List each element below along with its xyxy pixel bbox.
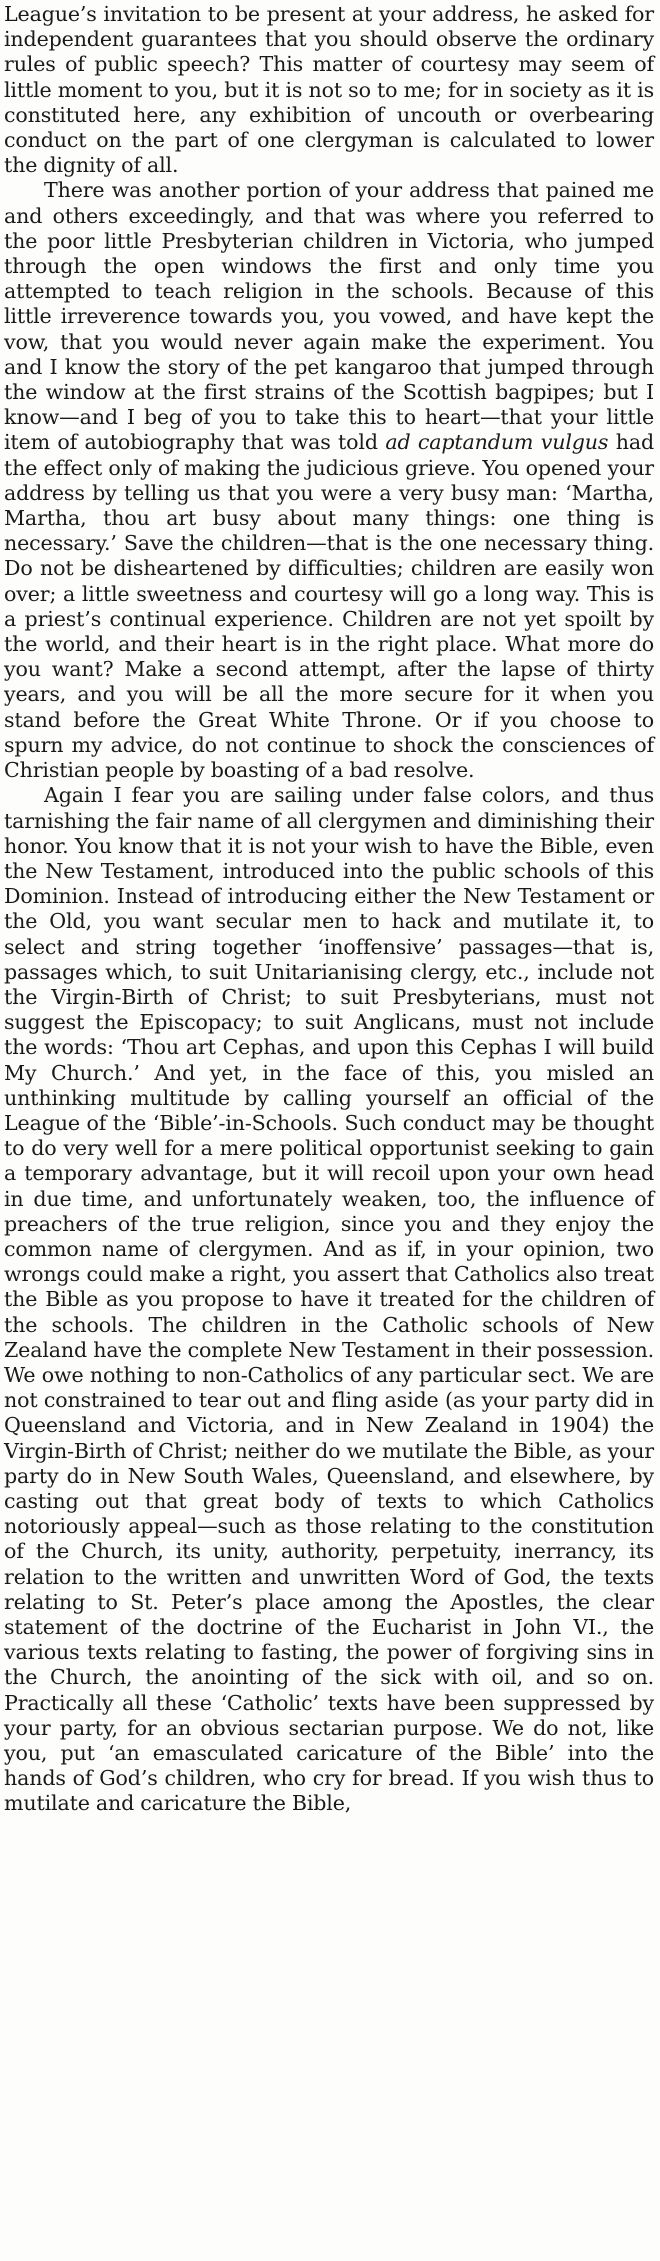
paragraph-text: Again I fear you are sailing under false colors, and thus tarnishing the fair name of all clergymen and diminishing their honor. You know that it is not your wish to have the Bible, even the New Testament, introduced into the public schools of this Dominion. Instead of introducing either the New Testament or the Old, you want secular men to hack and mutilate it, to select and string together ‘inoffensive’ passages—that is, passages which, to suit Unitarianising clergy, etc., include not the Virgin-Birth of Christ; to suit Presbyterians, must not suggest the Episcopacy; to suit Anglicans, must not include the words: ‘Thou art Cephas, and upon this Cephas I will build My Church.’ And yet, in the face of this, you misled an unthinking multitude by calling yourself an official of the League of the ‘Bible’-in-Schools. Such conduct may be thought to do very well for a mere political opportunist seeking to gain a temporary advantage, but it will recoil upon your own head in due time, and unfortunately weaken, too, the influence of preachers of the true religion, since you and they enjoy the common name of clergymen. And as if, in your opinion, two wrongs could make a right, you assert that Catholics also treat the Bible as you propose to have it treated for the children of the schools. The children in the Catholic schools of New Zealand have the complete New Testament in their possession. We owe nothing to non-Catholics of any particular sect. We are not constrained to tear out and fling aside (as your party did in Queensland and Victoria, and in New Zealand in 1904) the Virgin-Birth of Christ; neither do we mutilate the Bible, as your party do in New South Wales, Queensland, and elsewhere, by casting out that great body of texts to which Catholics notoriously appeal—such as those relating to the constitution of the Church, its unity, authority, perpetuity, inerrancy, its relation to the written and unwritten Word of God, the texts relating to St. Peter’s place among the Apostles, the clear statement of the doctrine of the Eucharist in John VI., the various texts relating to fasting, the power of forgiving sins in the Church, the anointing of the sick with oil, and so on. Practically all these ‘Catholic’ texts have been suppressed by your party, for an obvious sectarian purpose. We do not, like you, put ‘an emasculated caricature of the Bible’ into the hands of God’s children, who cry for bread. If you wish thus to mutilate and caricature the Bible, — [4, 783, 654, 1816]
paragraph-text: There was another portion of your address that pained me and others exceedingly, and that was where you referred to the poor little Presbyterian children in Victoria, who jumped through the open windows the first and only time you attempted to teach religion in the schools. Because of this little irreverence towards you, you vowed, and have kept the vow, that you would never again make the experiment. You and I know the story of the pet kangaroo that jumped through the window at the first strains of the Scottish bagpipes; but I know—and I beg of you to take this to heart—that your little item of autobiography that was told — [4, 178, 654, 455]
paragraph-text: had the effect only of making the judicious grieve. You opened your address by telling us that you were a very busy man: ‘Martha, Martha, thou art busy about many things: one thing is necessary.’ Save the children—that is the one necessary thing. Do not be disheartened by difficulties; children are easily won over; a little sweetness and courtesy will go a long way. This is a priest’s continual experience. Children are not yet spoilt by the world, and their heart is in the right place. What more do you want? Make a second attempt, after the lapse of thirty years, and you will be all the more secure for it when you stand before the Great White Throne. Or if you choose to spurn my advice, do not continue to shock the consciences of Christian people by boasting of a bad resolve. — [4, 430, 655, 783]
italic-phrase: ad captandum vulgus — [385, 430, 609, 455]
body-paragraph — [4, 2, 654, 178]
paragraph-text: League’s invitation to be present at your address, he asked for independent guarantees that you should observe the ordinary rules of public speech? This matter of courtesy may seem of little moment to you, but it is not so to me; for in society as it is constituted here, any exhibition of uncouth or overbearing conduct on the part of one clergyman is calculated to lower the dignity of all. — [4, 2, 654, 178]
body-paragraph — [4, 783, 654, 1816]
body-paragraph — [4, 178, 654, 783]
